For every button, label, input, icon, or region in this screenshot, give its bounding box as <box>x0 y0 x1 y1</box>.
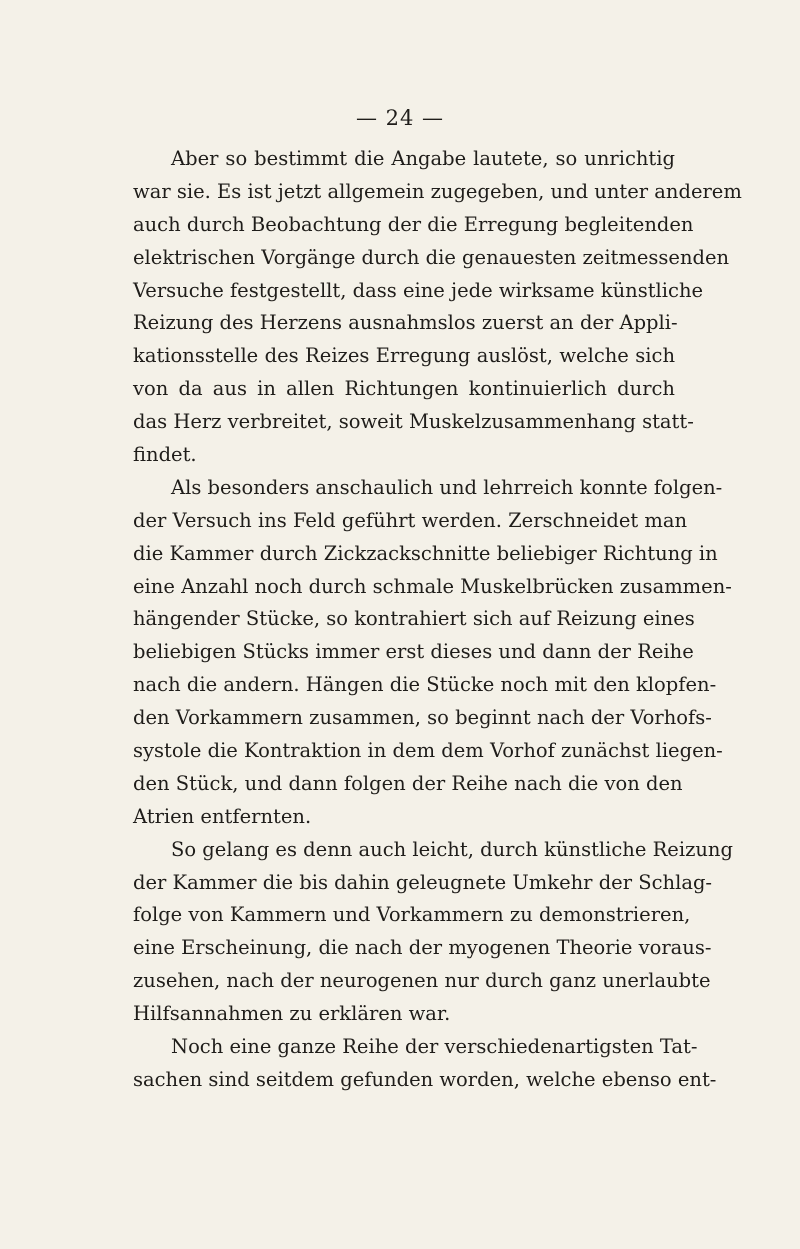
text-line: beliebigen Stücks immer erst dieses und dann der Reihe <box>133 640 694 664</box>
text-line: zusehen, nach der neurogenen nur durch ganz unerlaubte <box>133 969 711 993</box>
text-line: Hilfsannahmen zu erklären war. <box>133 1002 451 1026</box>
text-line: eine Erscheinung, die nach der myogenen Theorie voraus- <box>133 936 712 960</box>
page-number: — 24 — <box>355 106 445 130</box>
text-line: von da aus in allen Richtungen kontinuierlich durch <box>133 377 675 401</box>
text-line: findet. <box>133 443 197 467</box>
text-line: den Vorkammern zusammen, so beginnt nach der Vorhofs- <box>133 706 712 730</box>
text-line: der Versuch ins Feld geführt werden. Zerschneidet man <box>133 508 688 532</box>
text-line: folge von Kammern und Vorkammern zu demonstrieren, <box>133 903 691 927</box>
text-line: den Stück, und dann folgen der Reihe nach die von den <box>133 771 683 795</box>
text-line: Reizung des Herzens ausnahmslos zuerst an der Appli- <box>133 311 678 335</box>
text-line: elektrischen Vorgänge durch die genauesten zeitmessenden <box>133 245 730 269</box>
text-line: kationsstelle des Reizes Erregung auslöst, welche sich <box>133 344 675 368</box>
body-text <box>133 143 742 1097</box>
text-line: Aber so bestimmt die Angabe lautete, so unrichtig <box>171 147 675 170</box>
text-line: Atrien entfernten. <box>133 804 312 828</box>
text-line: nach die andern. Hängen die Stücke noch mit den klopfen- <box>133 673 717 697</box>
text-line: eine Anzahl noch durch schmale Muskelbrücken zusammen- <box>133 574 732 598</box>
text-line: sachen sind seitdem gefunden worden, welche ebenso ent- <box>133 1067 717 1091</box>
text-line: war sie. Es ist jetzt allgemein zugegeben, und unter anderem <box>133 179 742 203</box>
text-line: So gelang es denn auch leicht, durch künstliche Reizung <box>171 837 733 861</box>
text-line: der Kammer die bis dahin geleugnete Umkehr der Schlag- <box>133 870 713 894</box>
text-line: Noch eine ganze Reihe der verschiedenartigsten Tat- <box>171 1035 698 1059</box>
text-line: auch durch Beobachtung der die Erregung begleitenden <box>133 212 694 236</box>
text-line: hängender Stücke, so kontrahiert sich auf Reizung eines <box>133 607 695 631</box>
text-line: Versuche festgestellt, dass eine jede wirksame künstliche <box>133 278 704 302</box>
text-line: die Kammer durch Zickzackschnitte beliebiger Richtung in <box>133 541 718 565</box>
text-line: systole die Kontraktion in dem dem Vorhof zunächst liegen- <box>133 739 723 763</box>
text-line: das Herz verbreitet, soweit Muskelzusammenhang statt- <box>133 410 694 434</box>
text-line: Als besonders anschaulich und lehrreich konnte folgen- <box>171 475 723 499</box>
